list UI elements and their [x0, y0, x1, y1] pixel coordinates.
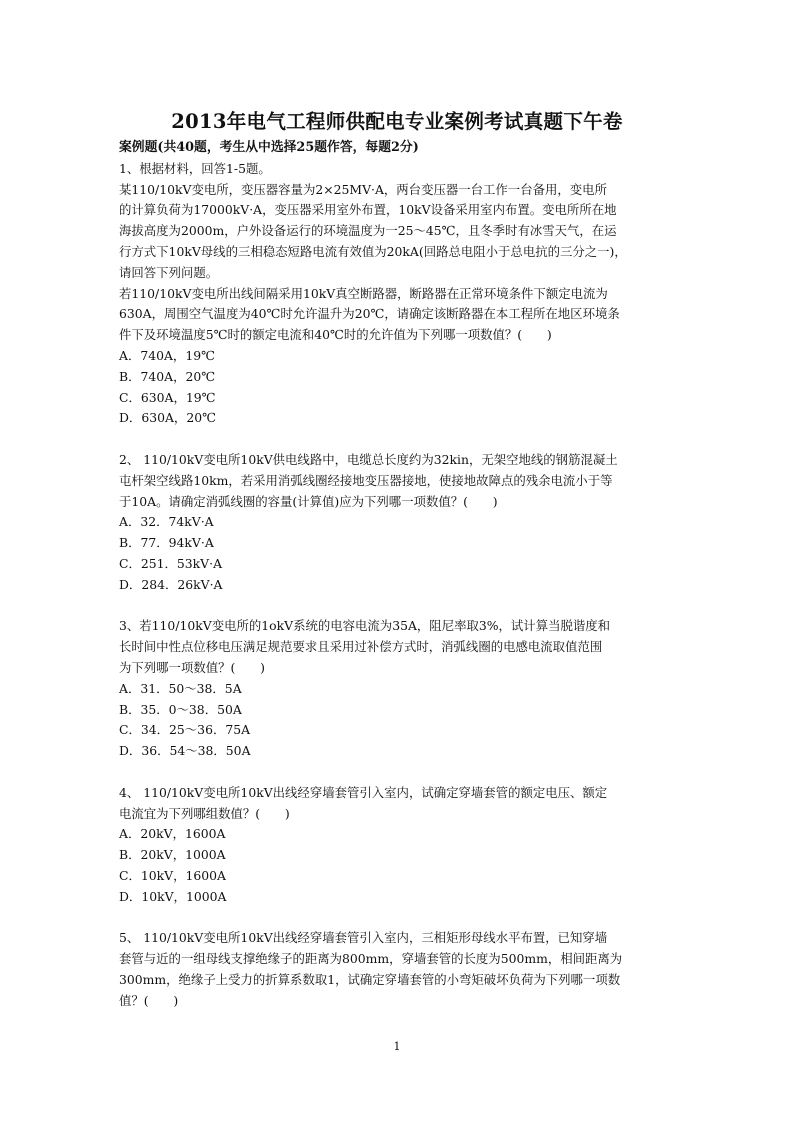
intro-line: 1、根据材料，回答1-5题。 — [119, 160, 271, 176]
option-b: B．740A，20℃ — [119, 368, 216, 384]
page-number: 1 — [393, 1040, 401, 1053]
intro-line: 行方式下10kV母线的三相稳态短路电流有效值为20kA(回路总电阻小于总电抗的三分之一)， — [119, 243, 627, 259]
document-title: 2013年电气工程师供配电专业案例考试真题下午卷 — [171, 110, 623, 133]
question-4 — [119, 783, 689, 908]
option-d: D．10kV，1000A — [119, 888, 227, 904]
question-stem-line: 3、若110/10kV变电所的1okV系统的电容电流为35A，阻尼率取3%，试计算当脱谐度和 — [119, 618, 611, 634]
question-2 — [119, 450, 689, 596]
option-d: D．630A，20℃ — [119, 410, 216, 426]
spacer — [119, 762, 689, 783]
option-b: B．77．94kV·A — [119, 535, 214, 551]
question-5 — [119, 928, 689, 1011]
question-stem-line: 电流宜为下列哪组数值？( ) — [119, 805, 290, 821]
option-c: C．630A，19℃ — [119, 389, 216, 405]
option-a: A．31．50～38．5A — [119, 680, 242, 696]
intro-line: 某110/10kV变电所，变压器容量为2×25MV·A，两台变压器一台工作一台备用，变电所 — [119, 181, 607, 197]
question-stem-line: 630A，周围空气温度为40℃时允许温升为20℃，请确定该断路器在本工程所在地区环境条 — [119, 306, 620, 322]
question-stem-line: 套管与近的一组母线支撑绝缘子的距离为800mm，穿墙套管的长度为500mm，相间距离为 — [119, 951, 623, 967]
question-3 — [119, 616, 689, 762]
option-c: C．251．53kV·A — [119, 555, 223, 571]
intro-block — [119, 159, 689, 284]
option-d: D．36．54～38．50A — [119, 743, 251, 759]
question-stem-line: 值？( ) — [119, 992, 179, 1008]
spacer — [119, 429, 689, 450]
intro-line: 请回答下列问题。 — [119, 264, 219, 280]
question-stem-line: 于10A。请确定消弧线圈的容量(计算值)应为下列哪一项数值？( ) — [119, 493, 498, 509]
option-d: D．284．26kV·A — [119, 576, 223, 592]
option-a: A．20kV，1600A — [119, 826, 226, 842]
option-c: C．10kV，1600A — [119, 867, 226, 883]
document-body — [119, 138, 689, 1011]
question-stem-line: 长时间中性点位移电压满足规范要求且采用过补偿方式时，消弧线圈的电感电流取值范围 — [119, 639, 603, 655]
question-stem-line: 件下及环境温度5℃时的额定电流和40℃时的允许值为下列哪一项数值？( ) — [119, 327, 552, 343]
question-stem-line: 为下列哪一项数值？( ) — [119, 659, 265, 675]
spacer — [119, 907, 689, 928]
option-c: C．34．25～36．75A — [119, 722, 251, 738]
question-stem-line: 屯杆架空线路10km，若采用消弧线圈经接地变压器接地，使接地故障点的残余电流小于等 — [119, 472, 613, 488]
option-a: A．740A，19℃ — [119, 347, 215, 363]
question-stem-line: 4、 110/10kV变电所10kV出线经穿墙套管引入室内，试确定穿墙套管的额定电压、额定 — [119, 784, 608, 800]
spacer — [119, 596, 689, 617]
intro-line: 的计算负荷为17000kV·A，变压器采用室外布置，10kV设备采用室内布置。变电所所在地 — [119, 202, 617, 218]
intro-line: 海拔高度为2000m，户外设备运行的环境温度为一25～45℃，且冬季时有冰雪天气，在运 — [119, 223, 617, 239]
question-stem-line: 若110/10kV变电所出线间隔采用10kV真空断路器，断路器在正常环境条件下额定电流为 — [119, 285, 608, 301]
question-stem-line: 300mm，绝缘子上受力的折算系数取1，试确定穿墙套管的小弯矩破坏负荷为下列哪一项数 — [119, 971, 621, 987]
option-b: B．20kV，1000A — [119, 847, 226, 863]
question-1 — [119, 284, 689, 430]
section-header: 案例题(共40题，考生从中选择25题作答，每题2分) — [119, 140, 419, 155]
option-b: B．35．0～38．50A — [119, 701, 242, 717]
option-a: A．32．74kV·A — [119, 514, 214, 530]
question-stem-line: 2、 110/10kV变电所10kV供电线路中，电缆总长度约为32kin，无架空地线的钢筋混凝土 — [119, 451, 618, 467]
question-stem-line: 5、 110/10kV变电所10kV出线经穿墙套管引入室内，三相矩形母线水平布置，已知穿墙 — [119, 930, 608, 946]
